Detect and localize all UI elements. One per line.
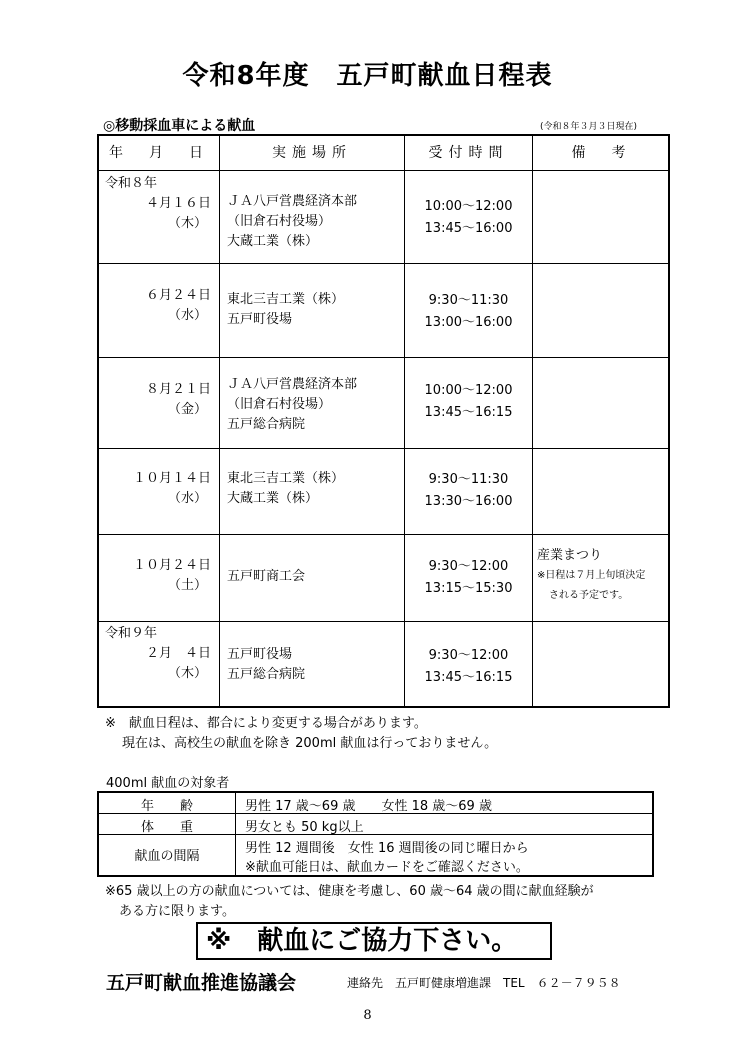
place-line: 五戸町役場 — [227, 647, 293, 662]
date-month-day: １０月１４日 — [132, 471, 211, 486]
contact-info: 連絡先 五戸町健康増進課 TEL ６２－７９５８ — [347, 976, 621, 990]
header-date: 年 月 日 — [109, 145, 209, 161]
time-cell — [405, 380, 532, 424]
time-line: 9:30～11:30 — [428, 293, 509, 308]
date-weekday: （木） — [167, 666, 207, 681]
place-cell — [227, 469, 344, 509]
row-divider — [99, 621, 668, 622]
time-line: 13:00～16:00 — [424, 315, 513, 330]
place-line: 東北三吉工業（株） — [227, 292, 345, 307]
time-line: 13:45～16:00 — [424, 221, 513, 236]
place-line: 五戸総合病院 — [227, 417, 306, 432]
note-line: される予定です。 — [549, 590, 629, 601]
eligibility-value: ※献血可能日は、献血カードをご確認ください。 — [245, 860, 529, 875]
time-line: 13:45～16:15 — [424, 405, 513, 420]
table-row — [99, 556, 219, 616]
schedule-note: ※ 献血日程は、都合により変更する場合があります。 — [105, 716, 427, 731]
eligibility-title: 400ml 献血の対象者 — [106, 776, 230, 791]
schedule-note: 現在は、高校生の献血を除き 200ml 献血は行っておりません。 — [122, 736, 498, 751]
notes-cell — [537, 546, 645, 606]
date-weekday: （土） — [167, 578, 207, 593]
place-cell — [227, 567, 305, 587]
time-cell — [405, 645, 532, 689]
eligibility-label: 年 齢 — [140, 799, 193, 814]
date-era: 令和９年 — [105, 626, 158, 641]
table-row — [99, 174, 219, 262]
as-of-date: (令和８年３月３日現在) — [540, 122, 638, 132]
eligibility-value: 男女とも 50 kg以上 — [245, 820, 364, 835]
time-line: 13:30～16:00 — [424, 494, 513, 509]
time-line: 9:30～12:00 — [428, 648, 509, 663]
place-cell — [227, 192, 357, 252]
place-line: （旧倉石村役場） — [227, 397, 332, 412]
time-cell — [405, 290, 532, 334]
date-weekday: （金） — [167, 402, 207, 417]
place-cell — [227, 290, 344, 330]
date-month-day: ２月 ４日 — [145, 646, 211, 661]
time-line: 13:15～15:30 — [424, 581, 513, 596]
place-line: 五戸総合病院 — [227, 667, 306, 682]
date-month-day: ６月２４日 — [145, 288, 211, 303]
date-era: 令和８年 — [105, 176, 158, 191]
place-line: ＪＡ八戸営農経済本部 — [227, 194, 358, 209]
schedule-table — [97, 134, 670, 708]
page-title: 令和8年度 五戸町献血日程表 — [182, 61, 553, 91]
time-line: 13:45～16:15 — [424, 670, 513, 685]
date-month-day: ４月１６日 — [145, 196, 211, 211]
eligibility-label: 献血の間隔 — [134, 849, 200, 864]
section-heading: ◎移動採血車による献血 — [103, 118, 256, 134]
header-notes: 備 考 — [571, 145, 632, 161]
time-line: 10:00～12:00 — [424, 383, 513, 398]
page-number: 8 — [363, 1008, 372, 1023]
date-month-day: １０月２４日 — [132, 558, 211, 573]
eligibility-label: 体 重 — [140, 820, 193, 835]
row-divider — [99, 263, 668, 264]
age-note: ※65 歳以上の方の献血については、健康を考慮し、60 歳～64 歳の間に献血経験が — [105, 884, 594, 899]
time-line: 9:30～12:00 — [428, 559, 509, 574]
time-line: 9:30～11:30 — [428, 472, 509, 487]
age-note: ある方に限ります。 — [119, 904, 235, 919]
time-cell — [405, 196, 532, 240]
place-line: 五戸町商工会 — [227, 569, 306, 584]
table-row — [99, 624, 219, 704]
time-cell — [405, 469, 532, 513]
row-divider — [99, 170, 668, 171]
place-line: 東北三吉工業（株） — [227, 471, 345, 486]
place-cell — [227, 375, 357, 435]
place-line: （旧倉石村役場） — [227, 214, 332, 229]
row-divider — [99, 357, 668, 358]
table-row — [99, 380, 219, 440]
eligibility-value: 男性 17 歳～69 歳 女性 18 歳～69 歳 — [245, 799, 492, 814]
time-cell — [405, 556, 532, 600]
place-line: 大蔵工業（株） — [227, 491, 319, 506]
date-weekday: （水） — [167, 491, 207, 506]
place-cell — [227, 645, 305, 685]
note-line: 産業まつり — [537, 548, 603, 563]
date-weekday: （水） — [167, 308, 207, 323]
header-time: 受付時間 — [428, 145, 509, 161]
row-divider — [99, 448, 668, 449]
eligibility-value: 男性 12 週間後 女性 16 週間後の同じ曜日から — [245, 841, 529, 856]
note-line: ※日程は７月上旬頃決定 — [537, 570, 646, 581]
appeal-banner: ※ 献血にご協力下さい。 — [196, 922, 552, 960]
organization-name: 五戸町献血推進協議会 — [106, 972, 297, 994]
time-line: 10:00～12:00 — [424, 199, 513, 214]
place-line: ＪＡ八戸営農経済本部 — [227, 377, 358, 392]
table-row — [99, 286, 219, 346]
place-line: 大蔵工業（株） — [227, 234, 319, 249]
header-place: 実施場所 — [272, 145, 352, 161]
date-weekday: （木） — [167, 216, 207, 231]
table-row — [99, 469, 219, 529]
eligibility-table — [97, 791, 654, 877]
row-divider — [99, 534, 668, 535]
date-month-day: ８月２１日 — [145, 382, 211, 397]
place-line: 五戸町役場 — [227, 312, 293, 327]
